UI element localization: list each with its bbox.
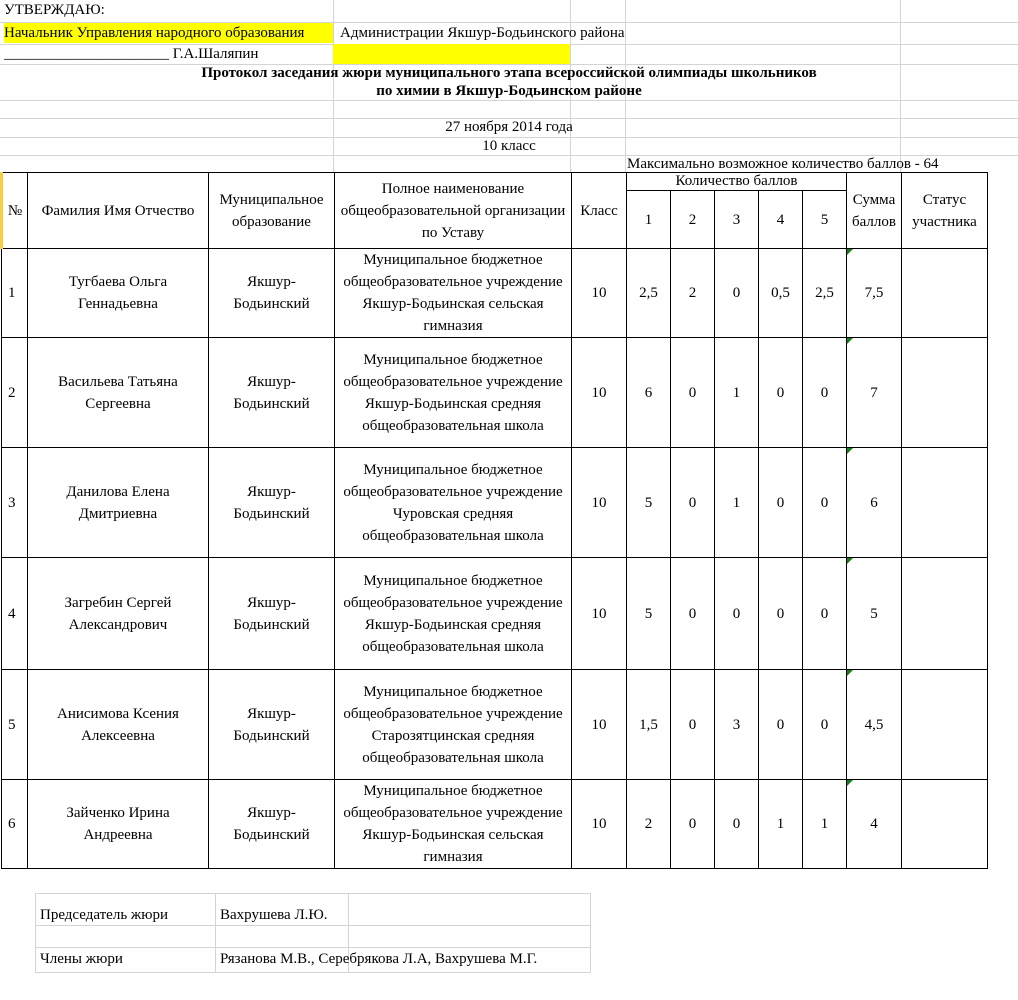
row-score-2: 0 [671,670,715,780]
row-score-2: 0 [671,338,715,448]
row-score-4: 0 [759,338,803,448]
row-org: Муниципальное бюджетное общеобразовательное учреждение Якшур-Бодьинская средняя общеобразовательная школа [335,338,572,448]
header-task-5: 5 [803,191,847,249]
signature-line [4,44,258,64]
row-status [902,558,988,670]
row-score-3: 1 [715,338,759,448]
header-task-1: 1 [627,191,671,249]
row-sum: 6 [847,448,902,558]
position-highlighted: Начальник Управления народного образования [4,23,333,43]
row-score-4: 0 [759,558,803,670]
table-row [2,558,988,670]
max-score: Максимально возможное количество баллов - 64 [627,156,939,172]
row-score-5: 2,5 [803,249,847,338]
row-score-3: 1 [715,448,759,558]
row-status [902,670,988,780]
row-class: 10 [572,338,627,448]
row-score-2: 2 [671,249,715,338]
row-score-5: 1 [803,780,847,869]
row-score-1: 6 [627,338,671,448]
row-sum: 7 [847,338,902,448]
jury-chair-name: Вахрушева Л.Ю. [220,907,328,923]
row-sum: 5 [847,558,902,670]
row-name: Загребин Сергей Александрович [28,558,209,670]
table-row [2,338,988,448]
row-org: Муниципальное бюджетное общеобразовательное учреждение Старозятцинская средняя общеобразовательная школа [335,670,572,780]
row-municipality: Якшур-Бодьинский [209,558,335,670]
row-name: Анисимова Ксения Алексеевна [28,670,209,780]
highlighted-cell [333,44,570,64]
header-name: Фамилия Имя Отчество [28,173,209,249]
signature-blank: ______________________ [4,46,169,62]
row-score-2: 0 [671,448,715,558]
row-class: 10 [572,448,627,558]
jury-members-label: Члены жюри [40,951,123,967]
row-sum: 4,5 [847,670,902,780]
row-sum: 4 [847,780,902,869]
row-num: 6 [2,780,28,869]
row-score-4: 0 [759,670,803,780]
grade-label: 10 класс [482,138,536,154]
row-status [902,780,988,869]
row-class: 10 [572,670,627,780]
olympiad-date: 27 ноября 2014 года [445,119,573,135]
jury-members-names: Рязанова М.В., Серебрякова Л.А, Вахрушева М.Г. [220,951,538,967]
row-status [902,338,988,448]
row-score-4: 0 [759,448,803,558]
header-org: Полное наименование общеобразовательной организации по Уставу [335,173,572,249]
row-score-2: 0 [671,780,715,869]
header-scores: Количество баллов [627,173,847,191]
row-score-4: 0,5 [759,249,803,338]
row-score-3: 3 [715,670,759,780]
row-sum: 7,5 [847,249,902,338]
row-org: Муниципальное бюджетное общеобразовательное учреждение Якшур-Бодьинская средняя общеобразовательная школа [335,558,572,670]
jury-chair-label: Председатель жюри [40,907,169,923]
row-num: 2 [2,338,28,448]
row-name: Данилова Елена Дмитриевна [28,448,209,558]
row-status [902,249,988,338]
row-num: 3 [2,448,28,558]
row-municipality: Якшур-Бодьинский [209,338,335,448]
row-name: Зайченко Ирина Андреевна [28,780,209,869]
row-name: Тугбаева Ольга Геннадьевна [28,249,209,338]
row-score-1: 1,5 [627,670,671,780]
row-municipality: Якшур-Бодьинский [209,249,335,338]
row-municipality: Якшур-Бодьинский [209,780,335,869]
results-table [0,172,988,869]
protocol-title-line2: по химии в Якшур-Бодьинском районе [376,83,642,99]
table-row [2,249,988,338]
row-num: 1 [2,249,28,338]
row-org: Муниципальное бюджетное общеобразовательное учреждение Чуровская средняя общеобразовательная школа [335,448,572,558]
row-score-4: 1 [759,780,803,869]
header-task-2: 2 [671,191,715,249]
row-score-1: 2,5 [627,249,671,338]
table-row [2,448,988,558]
row-score-1: 2 [627,780,671,869]
header-sum: Сумма баллов [847,173,902,249]
header-num: № [2,173,28,249]
row-class: 10 [572,558,627,670]
row-class: 10 [572,780,627,869]
header-status: Статус участника [902,173,988,249]
protocol-title-line1: Протокол заседания жюри муниципального этапа всероссийской олимпиады школьников [201,65,817,81]
row-municipality: Якшур-Бодьинский [209,448,335,558]
approve-label: УТВЕРЖДАЮ: [4,2,105,18]
row-num: 4 [2,558,28,670]
header-municipality: Муниципальное образование [209,173,335,249]
header-task-4: 4 [759,191,803,249]
position-rest: Администрации Якшур-Бодьинского района [340,25,625,41]
row-score-3: 0 [715,249,759,338]
row-municipality: Якшур-Бодьинский [209,670,335,780]
row-name: Васильева Татьяна Сергеевна [28,338,209,448]
table-row [2,780,988,869]
row-score-5: 0 [803,558,847,670]
header-task-3: 3 [715,191,759,249]
header-class: Класс [572,173,627,249]
row-class: 10 [572,249,627,338]
table-row [2,670,988,780]
row-score-2: 0 [671,558,715,670]
row-score-1: 5 [627,558,671,670]
header-row [2,173,988,191]
row-org: Муниципальное бюджетное общеобразовательное учреждение Якшур-Бодьинская сельская гимназия [335,249,572,338]
row-status [902,448,988,558]
row-score-5: 0 [803,338,847,448]
signatory-name: Г.А.Шаляпин [172,46,259,62]
row-score-5: 0 [803,670,847,780]
row-score-3: 0 [715,558,759,670]
row-org: Муниципальное бюджетное общеобразовательное учреждение Якшур-Бодьинская сельская гимназия [335,780,572,869]
row-score-3: 0 [715,780,759,869]
row-num: 5 [2,670,28,780]
row-score-1: 5 [627,448,671,558]
row-score-5: 0 [803,448,847,558]
